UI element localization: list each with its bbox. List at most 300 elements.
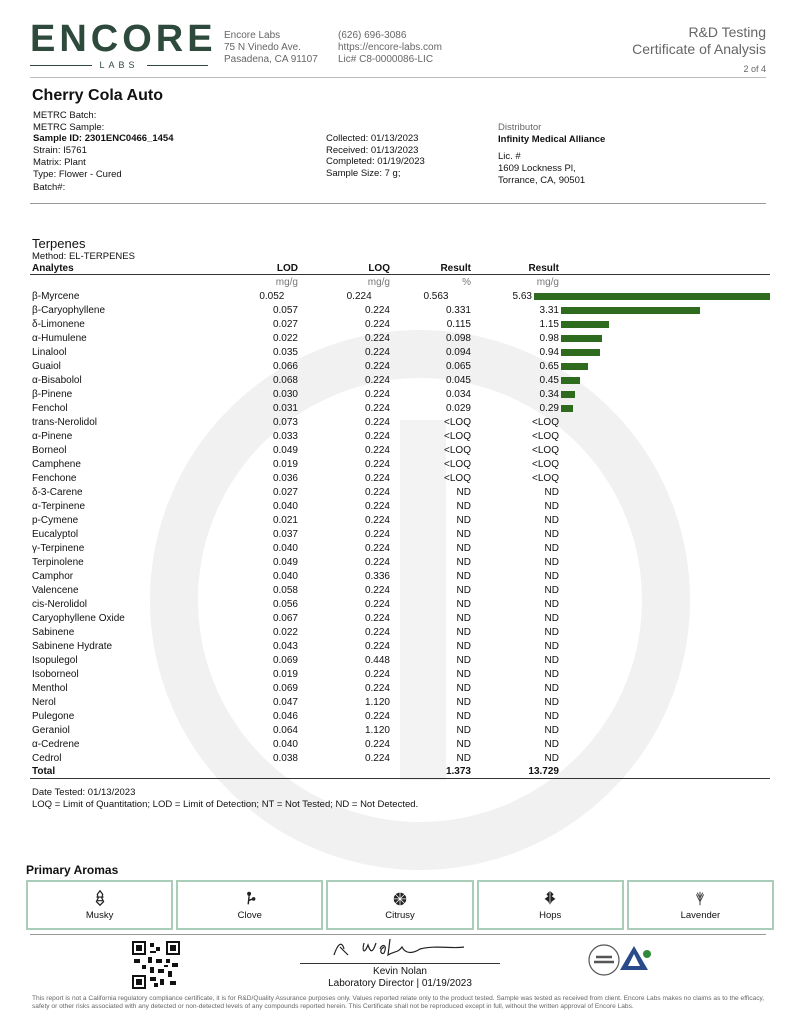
analyte-name: cis-Nerolidol xyxy=(32,598,88,610)
metrc-sample: METRC Sample: xyxy=(33,121,105,133)
table-row xyxy=(30,415,770,429)
distributor-label: Distributor xyxy=(498,122,542,133)
bar-cell xyxy=(559,555,770,569)
signature-line xyxy=(300,963,500,964)
result-mg: ND xyxy=(544,500,559,512)
lod-value: 0.073 xyxy=(272,416,298,428)
result-percent: ND xyxy=(456,738,471,750)
collected-date: Collected: 01/13/2023 xyxy=(326,133,419,144)
received-date: Received: 01/13/2023 xyxy=(326,144,419,156)
bar-cell xyxy=(559,569,770,583)
signature-block xyxy=(300,935,500,990)
analyte-name: Caryophyllene Oxide xyxy=(32,612,125,624)
loq-value: 0.224 xyxy=(364,682,390,694)
units-row xyxy=(30,275,770,289)
bar-cell xyxy=(559,597,770,611)
unit-mg: mg/g xyxy=(536,276,559,288)
aroma-label: Clove xyxy=(237,910,262,921)
aroma-label: Musky xyxy=(85,910,114,921)
result-percent: <LOQ xyxy=(444,458,471,470)
analyte-name: α-Humulene xyxy=(32,332,87,344)
lod-value: 0.040 xyxy=(272,570,298,582)
lod-value: 0.056 xyxy=(272,598,298,610)
qr-code[interactable] xyxy=(132,941,180,989)
lab-phone: (626) 696-3086 xyxy=(338,30,407,41)
result-percent: ND xyxy=(456,584,471,596)
result-mg: <LOQ xyxy=(532,472,559,484)
table-body xyxy=(30,289,770,765)
aroma-card-lavender xyxy=(627,880,774,930)
lod-value: 0.064 xyxy=(272,724,298,736)
analyte-name: Eucalyptol xyxy=(32,528,79,540)
sample-id: Sample ID: 2301ENC0466_1454 xyxy=(33,133,174,145)
bar-cell xyxy=(559,681,770,695)
analyte-name: α-Cedrene xyxy=(32,738,80,750)
loq-value: 1.120 xyxy=(364,696,390,708)
loq-value: 0.224 xyxy=(364,598,390,610)
result-percent: 0.098 xyxy=(445,332,471,344)
bar-cell xyxy=(559,527,770,541)
bar-cell xyxy=(559,443,770,457)
lab-website: https://encore-labs.com xyxy=(338,42,442,53)
lod-value: 0.047 xyxy=(272,696,298,708)
distributor-name: Infinity Medical Alliance xyxy=(498,133,606,145)
lod-value: 0.030 xyxy=(272,388,298,400)
analyte-name: Valencene xyxy=(32,584,79,596)
header-lod: LOD xyxy=(276,263,298,274)
header-bar xyxy=(559,260,770,274)
result-bar xyxy=(561,391,575,398)
result-percent: ND xyxy=(456,640,471,652)
loq-value: 0.224 xyxy=(364,752,390,764)
table-row xyxy=(30,555,770,569)
table-row xyxy=(30,331,770,345)
analyte-name: δ-Limonene xyxy=(32,318,85,330)
lod-value: 0.031 xyxy=(272,402,298,414)
result-percent: ND xyxy=(456,500,471,512)
abbreviation-legend: LOQ = Limit of Quantitation; LOD = Limit of Detection; NT = Not Tested; ND = Not Detected. xyxy=(32,799,419,810)
analyte-name: β-Pinene xyxy=(32,388,73,400)
result-percent: 0.094 xyxy=(445,346,471,358)
metrc-batch: METRC Batch: xyxy=(33,110,97,121)
total-mg: 13.729 xyxy=(528,766,559,777)
loq-value: 0.224 xyxy=(364,668,390,680)
bar-cell xyxy=(559,499,770,513)
distributor-address-line: 1609 Lockness Pl, xyxy=(498,163,576,175)
loq-value: 0.224 xyxy=(364,346,390,358)
bar-cell xyxy=(559,751,770,765)
logo-sub-row xyxy=(30,60,208,70)
bar-cell xyxy=(559,359,770,373)
loq-value: 0.448 xyxy=(364,654,390,666)
table-row xyxy=(30,653,770,667)
product-divider xyxy=(30,203,766,204)
analyte-name: Cedrol xyxy=(32,752,62,764)
loq-value: 0.224 xyxy=(364,556,390,568)
accreditation-logos xyxy=(586,940,666,980)
total-pct: 1.373 xyxy=(445,766,471,777)
signer-title: Laboratory Director | 01/19/2023 xyxy=(328,978,472,989)
clove-icon xyxy=(241,889,259,907)
loq-value: 0.224 xyxy=(364,472,390,484)
result-percent: 0.034 xyxy=(445,388,471,400)
result-mg: ND xyxy=(544,598,559,610)
result-mg: ND xyxy=(544,654,559,666)
result-percent: <LOQ xyxy=(444,444,471,456)
result-mg: ND xyxy=(544,724,559,736)
lod-value: 0.040 xyxy=(272,500,298,512)
analyte-name: Menthol xyxy=(32,682,68,694)
loq-value: 0.224 xyxy=(346,290,372,302)
lod-value: 0.058 xyxy=(272,584,298,596)
lod-value: 0.037 xyxy=(272,528,298,540)
loq-value: 0.224 xyxy=(364,318,390,330)
table-row xyxy=(30,583,770,597)
lod-value: 0.067 xyxy=(272,612,298,624)
matrix: Matrix: Plant xyxy=(33,156,86,168)
distributor-license: Lic. # xyxy=(498,151,521,163)
bar-cell xyxy=(559,583,770,597)
result-bar xyxy=(561,349,600,356)
table-row xyxy=(30,401,770,415)
loq-value: 0.224 xyxy=(364,374,390,386)
analyte-name: Fenchone xyxy=(32,472,77,484)
result-bar xyxy=(561,363,588,370)
result-mg: ND xyxy=(544,696,559,708)
lavender-icon xyxy=(691,889,709,907)
header-result-pct: Result xyxy=(440,263,471,274)
loq-value: 0.224 xyxy=(364,458,390,470)
result-mg: ND xyxy=(544,738,559,750)
logo-labs-text: LABS xyxy=(99,60,139,70)
bar-cell xyxy=(532,289,770,303)
lab-address xyxy=(224,30,318,66)
table-row xyxy=(30,611,770,625)
analyte-name: Camphene xyxy=(32,458,81,470)
result-percent: ND xyxy=(456,486,471,498)
table-row xyxy=(30,345,770,359)
bar-cell xyxy=(559,653,770,667)
analyte-name: δ-3-Carene xyxy=(32,486,83,498)
bar-cell xyxy=(559,345,770,359)
aromas-row xyxy=(26,880,774,930)
aroma-card-clove xyxy=(176,880,323,930)
analyte-name: Isopulegol xyxy=(32,654,78,666)
lod-value: 0.027 xyxy=(272,486,298,498)
distributor-info xyxy=(498,122,605,187)
result-percent: ND xyxy=(456,668,471,680)
bar-cell xyxy=(559,457,770,471)
bar-cell xyxy=(559,429,770,443)
lod-value: 0.027 xyxy=(272,318,298,330)
analyte-name: Isoborneol xyxy=(32,668,79,680)
terpenes-table xyxy=(30,262,770,779)
result-percent: 0.115 xyxy=(446,318,471,330)
analyte-name: Guaiol xyxy=(32,360,61,372)
result-percent: ND xyxy=(456,626,471,638)
units-bar-blank xyxy=(559,275,770,289)
result-percent: <LOQ xyxy=(444,430,471,442)
report-title-line: Certificate of Analysis xyxy=(632,41,766,57)
analyte-name: p-Cymene xyxy=(32,514,79,526)
result-bar xyxy=(561,335,602,342)
result-percent: 0.065 xyxy=(445,360,471,372)
logo-line-right xyxy=(147,65,209,66)
result-percent: <LOQ xyxy=(444,416,471,428)
result-mg: ND xyxy=(544,486,559,498)
report-header xyxy=(0,0,800,80)
total-label: Total xyxy=(32,766,56,777)
table-row xyxy=(30,709,770,723)
result-percent: ND xyxy=(456,710,471,722)
result-percent: ND xyxy=(456,598,471,610)
table-row xyxy=(30,639,770,653)
strain: Strain: I5761 xyxy=(33,145,87,157)
terpenes-method: Method: EL-TERPENES xyxy=(32,251,135,262)
result-bar xyxy=(561,307,700,314)
result-percent: ND xyxy=(456,556,471,568)
result-mg: 0.45 xyxy=(539,374,559,386)
lod-value: 0.040 xyxy=(272,542,298,554)
analyte-name: β-Caryophyllene xyxy=(32,304,106,316)
result-percent: <LOQ xyxy=(444,472,471,484)
lod-value: 0.069 xyxy=(272,682,298,694)
result-mg: <LOQ xyxy=(532,430,559,442)
bar-cell xyxy=(559,317,770,331)
date-tested: Date Tested: 01/13/2023 xyxy=(32,787,136,798)
result-percent: ND xyxy=(456,682,471,694)
table-row xyxy=(30,667,770,681)
result-mg: ND xyxy=(544,612,559,624)
result-percent: ND xyxy=(456,514,471,526)
result-mg: <LOQ xyxy=(532,416,559,428)
table-header xyxy=(30,262,770,275)
bar-cell xyxy=(559,373,770,387)
lod-value: 0.036 xyxy=(272,472,298,484)
aromas-title: Primary Aromas xyxy=(26,863,119,877)
loq-value: 0.224 xyxy=(364,584,390,596)
result-mg: 1.15 xyxy=(539,318,559,330)
bar-cell xyxy=(559,331,770,345)
analyte-name: Sabinene xyxy=(32,626,75,638)
address-line: Pasadena, CA 91107 xyxy=(224,54,318,65)
encore-labs-logo xyxy=(30,18,217,70)
loq-value: 0.224 xyxy=(364,388,390,400)
result-mg: ND xyxy=(544,528,559,540)
lod-value: 0.066 xyxy=(272,360,298,372)
result-mg: 0.34 xyxy=(539,388,559,400)
lod-value: 0.022 xyxy=(272,332,298,344)
bar-cell xyxy=(559,695,770,709)
result-percent: ND xyxy=(456,654,471,666)
table-row xyxy=(30,429,770,443)
bar-cell xyxy=(559,401,770,415)
result-mg: ND xyxy=(544,570,559,582)
loq-value: 0.224 xyxy=(364,332,390,344)
lab-license: Lic# C8-0000086-LIC xyxy=(338,54,434,65)
lod-value: 0.035 xyxy=(272,346,298,358)
analyte-name: Terpinolene xyxy=(32,556,84,568)
analyte-name: α-Bisabolol xyxy=(32,374,82,386)
unit-pct: % xyxy=(462,276,471,288)
bar-cell xyxy=(559,625,770,639)
table-row xyxy=(30,443,770,457)
loq-value: 0.224 xyxy=(364,710,390,722)
logo-line-left xyxy=(30,65,92,66)
total-row xyxy=(30,765,770,779)
result-mg: 0.98 xyxy=(539,332,559,344)
hops-icon xyxy=(541,889,559,907)
lod-value: 0.019 xyxy=(272,668,298,680)
loq-value: 0.224 xyxy=(364,626,390,638)
lab-contact xyxy=(338,30,442,66)
loq-value: 0.224 xyxy=(364,514,390,526)
analyte-name: α-Pinene xyxy=(32,430,73,442)
result-mg: 0.29 xyxy=(539,402,559,414)
sample-dates xyxy=(326,133,425,180)
lod-value: 0.052 xyxy=(259,290,285,302)
signer-name: Kevin Nolan xyxy=(373,966,427,977)
loq-value: 0.224 xyxy=(364,640,390,652)
result-mg: ND xyxy=(544,556,559,568)
lod-value: 0.021 xyxy=(272,514,298,526)
address-line: Encore Labs xyxy=(224,30,281,41)
report-title-line: R&D Testing xyxy=(688,24,766,40)
bar-cell xyxy=(559,387,770,401)
bar-cell xyxy=(559,709,770,723)
result-percent: 0.029 xyxy=(445,402,471,414)
result-percent: 0.045 xyxy=(445,374,471,386)
loq-value: 0.224 xyxy=(364,416,390,428)
bar-cell xyxy=(559,541,770,555)
aroma-label: Hops xyxy=(539,910,562,921)
result-mg: ND xyxy=(544,752,559,764)
lod-value: 0.033 xyxy=(272,430,298,442)
analyte-name: β-Myrcene xyxy=(32,290,80,302)
result-mg: ND xyxy=(544,514,559,526)
result-percent: ND xyxy=(456,752,471,764)
signature-image xyxy=(324,935,474,961)
result-mg: ND xyxy=(544,710,559,722)
header-loq: LOQ xyxy=(368,263,390,274)
header-analytes: Analytes xyxy=(32,263,74,274)
table-row xyxy=(30,513,770,527)
result-mg: 0.94 xyxy=(539,346,559,358)
table-row xyxy=(30,737,770,751)
lod-value: 0.069 xyxy=(272,654,298,666)
loq-value: 0.336 xyxy=(364,570,390,582)
table-row xyxy=(30,457,770,471)
analyte-name: Camphor xyxy=(32,570,74,582)
bar-cell xyxy=(559,485,770,499)
result-bar xyxy=(561,321,609,328)
unit-lod: mg/g xyxy=(275,276,298,288)
result-percent: ND xyxy=(456,570,471,582)
result-percent: ND xyxy=(456,612,471,624)
lod-value: 0.022 xyxy=(272,626,298,638)
lod-value: 0.038 xyxy=(272,752,298,764)
result-mg: ND xyxy=(544,668,559,680)
result-percent: ND xyxy=(456,696,471,708)
unit-loq: mg/g xyxy=(367,276,390,288)
loq-value: 0.224 xyxy=(364,402,390,414)
result-mg: <LOQ xyxy=(532,458,559,470)
product-name: Cherry Cola Auto xyxy=(32,87,163,104)
aroma-card-hops xyxy=(477,880,624,930)
bar-cell xyxy=(559,667,770,681)
analyte-name: Nerol xyxy=(32,696,56,708)
aroma-label: Lavender xyxy=(680,910,721,921)
table-row xyxy=(30,527,770,541)
analyte-name: Fenchol xyxy=(32,402,68,414)
result-mg: ND xyxy=(544,542,559,554)
loq-value: 1.120 xyxy=(364,724,390,736)
table-row xyxy=(30,569,770,583)
analyte-name: Linalool xyxy=(32,346,67,358)
analyte-name: Sabinene Hydrate xyxy=(32,640,113,652)
header-divider xyxy=(30,77,766,78)
batch-number: Batch#: xyxy=(33,182,66,194)
lod-value: 0.046 xyxy=(272,710,298,722)
total-bar-blank xyxy=(559,765,770,779)
table-row xyxy=(30,485,770,499)
lod-value: 0.049 xyxy=(272,556,298,568)
aroma-label: Citrusy xyxy=(385,910,415,921)
loq-value: 0.224 xyxy=(364,430,390,442)
loq-value: 0.224 xyxy=(364,486,390,498)
lod-value: 0.057 xyxy=(272,304,298,316)
sample-info xyxy=(33,110,173,194)
analyte-name: Geraniol xyxy=(32,724,70,736)
terpenes-title: Terpenes xyxy=(32,236,86,251)
table-row xyxy=(30,387,770,401)
address-line: 75 N Vinedo Ave. xyxy=(224,42,301,53)
result-mg: ND xyxy=(544,640,559,652)
bar-cell xyxy=(559,415,770,429)
lod-value: 0.049 xyxy=(272,444,298,456)
loq-value: 0.224 xyxy=(364,612,390,624)
bar-cell xyxy=(559,737,770,751)
loq-value: 0.224 xyxy=(364,360,390,372)
page-number: 2 of 4 xyxy=(743,64,766,74)
result-percent: ND xyxy=(456,528,471,540)
sample-type: Type: Flower - Cured xyxy=(33,168,122,180)
loq-value: 0.224 xyxy=(364,500,390,512)
lod-value: 0.068 xyxy=(272,374,298,386)
header-result-mg: Result xyxy=(528,263,559,274)
result-bar xyxy=(534,293,770,300)
table-row xyxy=(30,289,770,303)
lod-value: 0.043 xyxy=(272,640,298,652)
analyte-name: trans-Nerolidol xyxy=(32,416,98,428)
result-percent: ND xyxy=(456,724,471,736)
result-bar xyxy=(561,405,573,412)
table-row xyxy=(30,597,770,611)
loq-value: 0.224 xyxy=(364,444,390,456)
result-mg: ND xyxy=(544,584,559,596)
result-percent: 0.563 xyxy=(423,290,449,302)
table-row xyxy=(30,751,770,765)
lod-value: 0.040 xyxy=(272,738,298,750)
loq-value: 0.224 xyxy=(364,304,390,316)
result-mg: 5.63 xyxy=(512,290,532,302)
bar-cell xyxy=(559,471,770,485)
table-row xyxy=(30,499,770,513)
result-mg: ND xyxy=(544,682,559,694)
loq-value: 0.224 xyxy=(364,528,390,540)
citrus-icon xyxy=(391,889,409,907)
loq-value: 0.224 xyxy=(364,738,390,750)
